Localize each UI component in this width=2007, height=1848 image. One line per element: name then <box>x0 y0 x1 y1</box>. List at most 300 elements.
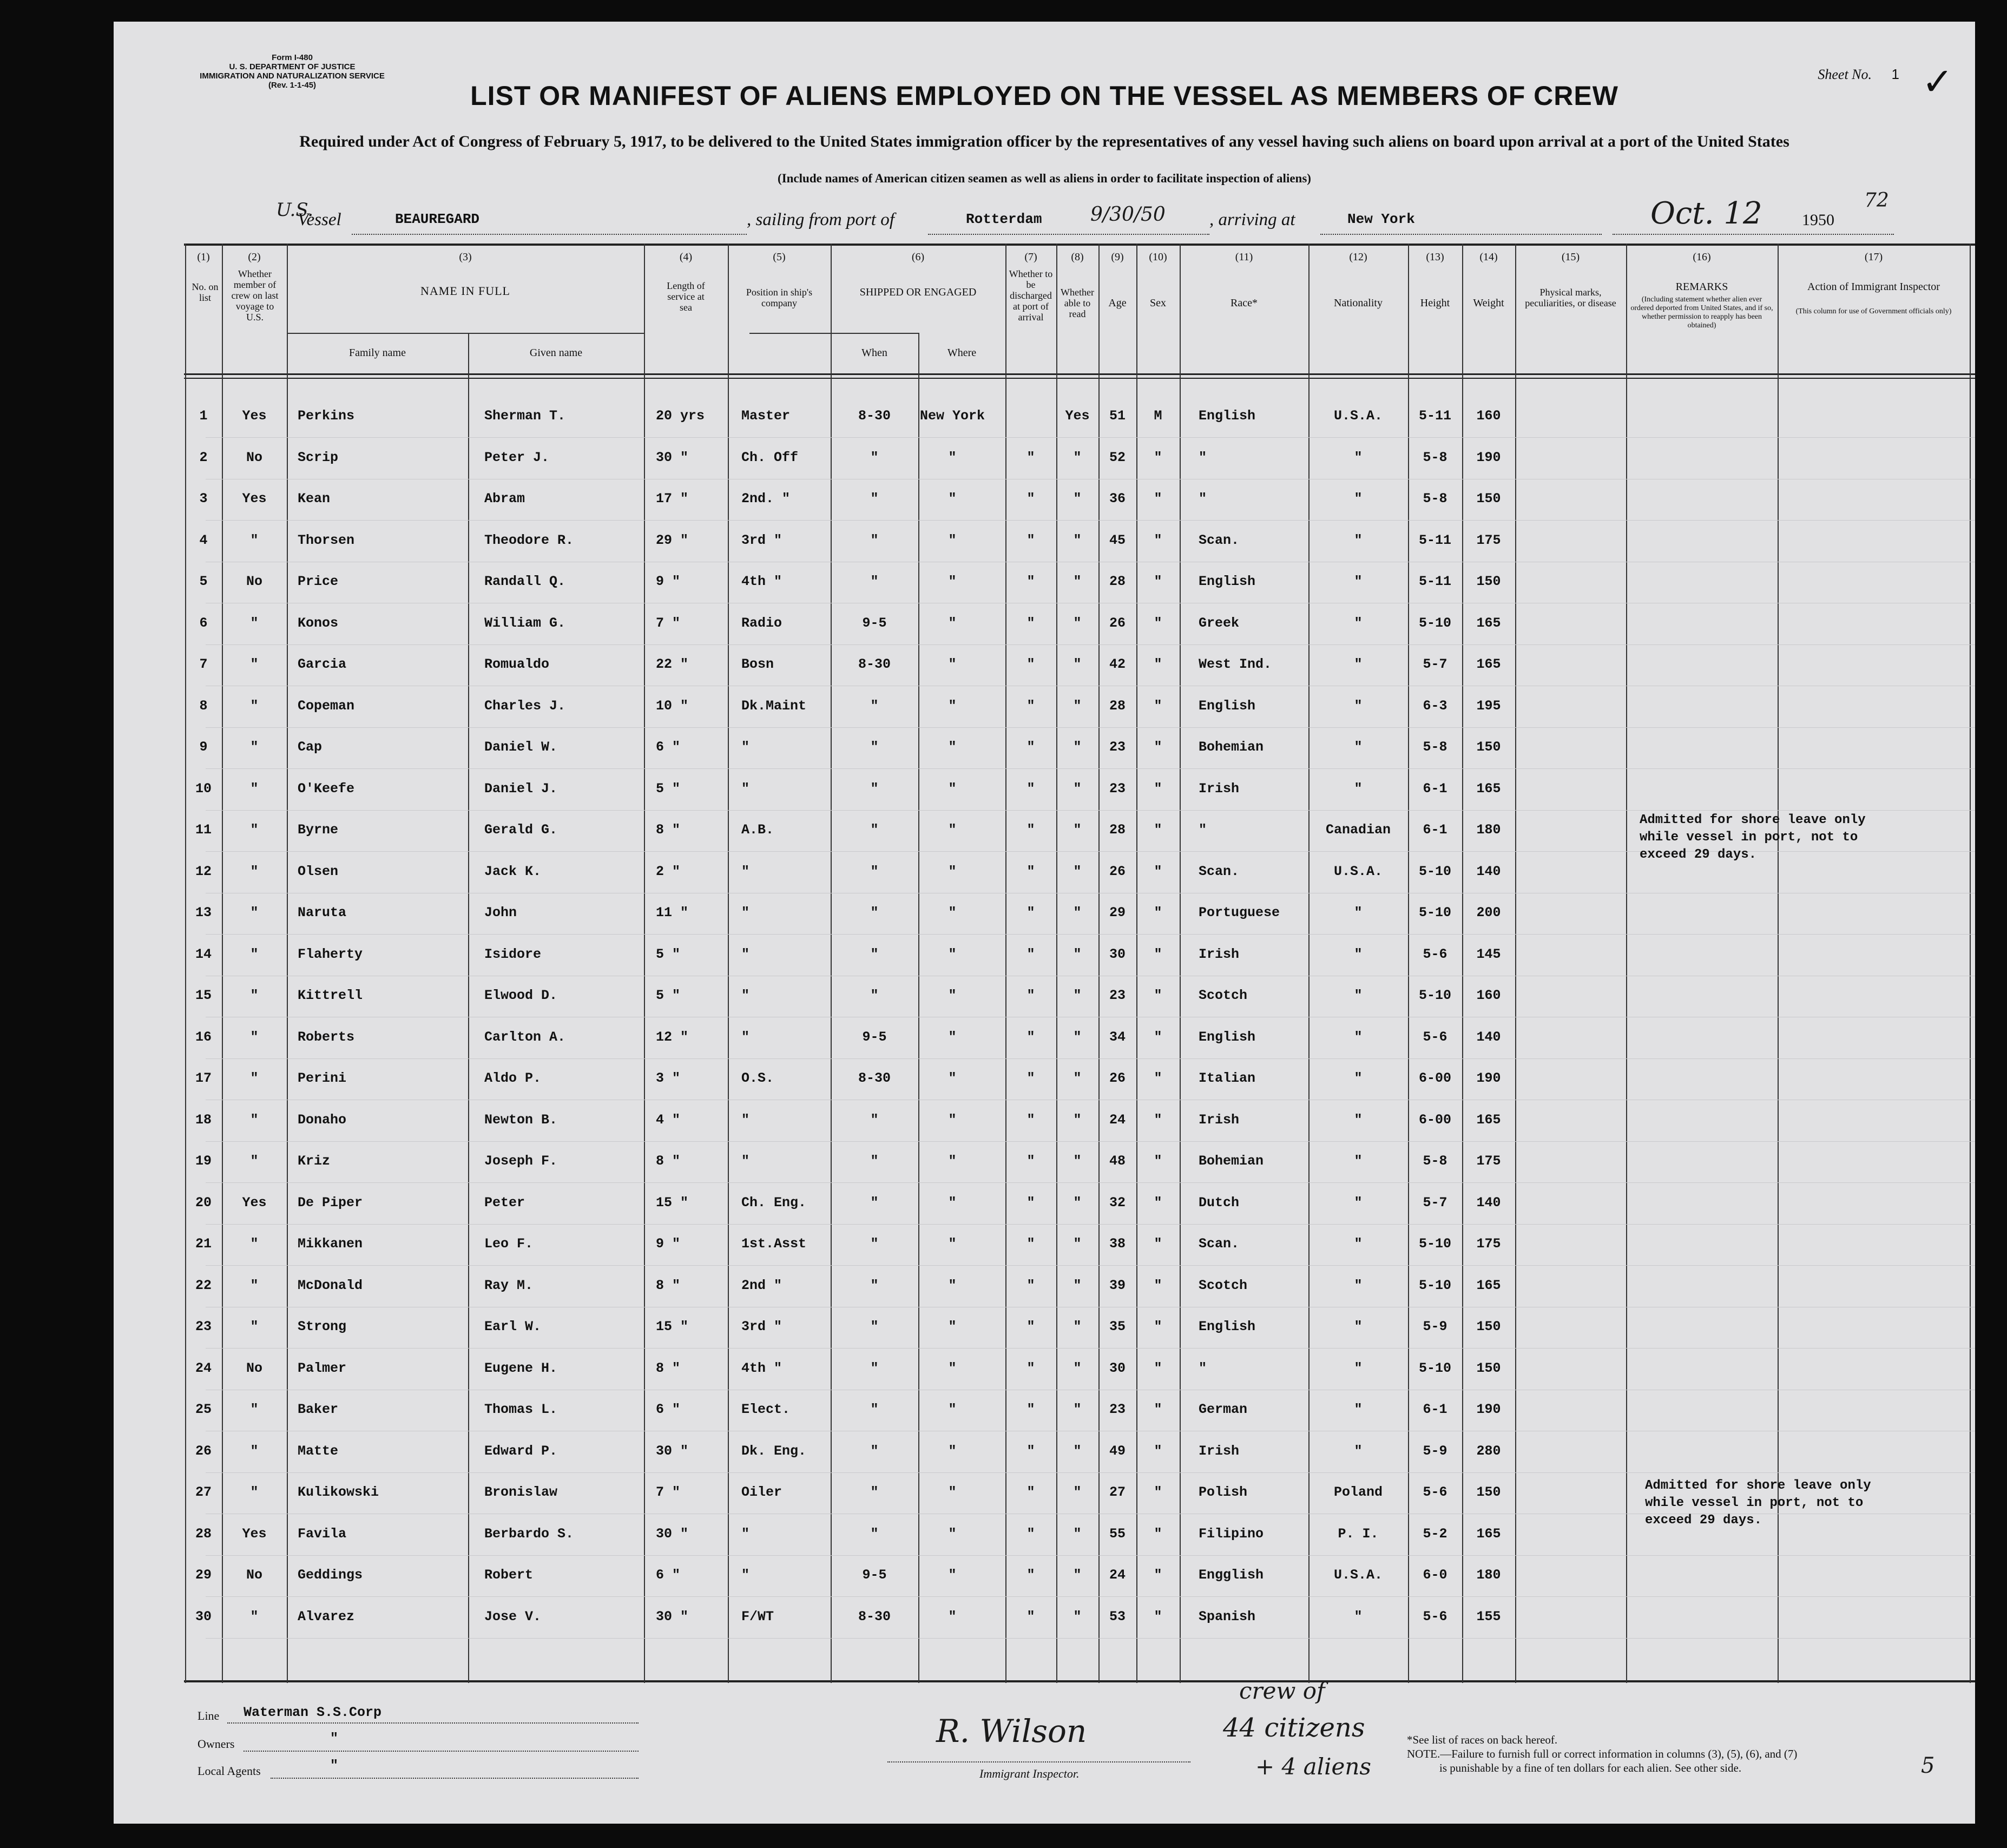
cell-no: 25 <box>195 1402 212 1417</box>
cell-sex: " <box>1154 1070 1162 1086</box>
inspector-label: Immigrant Inspector. <box>979 1767 1080 1780</box>
cell-no: 20 <box>195 1195 212 1211</box>
cell-position: " <box>741 739 750 755</box>
cell-no: 9 <box>199 739 208 755</box>
col-num-11: (11) <box>1235 251 1253 263</box>
cell-read: " <box>1073 1609 1082 1625</box>
cell-family: Konos <box>298 615 339 631</box>
inspector-signature: R. Wilson <box>936 1713 1087 1750</box>
cell-last: " <box>250 1319 259 1334</box>
cell-height: 5-7 <box>1423 1195 1447 1211</box>
cell-when: " <box>870 1153 879 1169</box>
cell-given: Elwood D. <box>484 988 558 1003</box>
cell-weight: 190 <box>1476 450 1501 465</box>
cell-where: " <box>948 1153 957 1169</box>
cell-race: Irish <box>1199 781 1240 797</box>
cell-age: 26 <box>1109 615 1126 631</box>
cell-weight: 145 <box>1476 946 1501 962</box>
cell-sex: " <box>1154 1484 1162 1500</box>
service-name: IMMIGRATION AND NATURALIZATION SERVICE <box>200 71 385 81</box>
col-num-17: (17) <box>1864 251 1883 263</box>
cell-race: " <box>1199 450 1207 465</box>
cell-age: 29 <box>1109 905 1126 920</box>
cell-position: Dk.Maint <box>741 698 807 714</box>
cell-height: 6-1 <box>1423 781 1447 797</box>
cell-read: Yes <box>1065 408 1090 424</box>
cell-age: 27 <box>1109 1484 1126 1500</box>
cell-position: " <box>741 1526 750 1542</box>
cell-nat: " <box>1354 1195 1363 1211</box>
cell-service: 5 " <box>656 988 681 1003</box>
cell-last: " <box>250 1070 259 1086</box>
cell-weight: 150 <box>1476 1484 1501 1500</box>
cell-service: 15 " <box>656 1195 689 1211</box>
cell-last: " <box>250 1609 259 1625</box>
cell-age: 36 <box>1109 491 1126 507</box>
cell-race: Portuguese <box>1199 905 1280 920</box>
cell-last: " <box>250 1112 259 1128</box>
cell-where: " <box>948 1195 957 1211</box>
header-shipped-engaged: SHIPPED OR ENGAGED <box>859 286 977 298</box>
cell-family: Garcia <box>298 656 347 672</box>
cell-age: 45 <box>1109 532 1126 548</box>
cell-sex: " <box>1154 1236 1162 1252</box>
cell-read: " <box>1073 1484 1082 1500</box>
cell-sex: " <box>1154 946 1162 962</box>
footnote-note: NOTE.—Failure to furnish full or correct information in columns (3), (5), (6), and (7) <box>1407 1747 1798 1760</box>
cell-height: 5-10 <box>1418 1236 1451 1252</box>
cell-nat: " <box>1354 698 1363 714</box>
cell-height: 6-00 <box>1418 1112 1451 1128</box>
cell-position: Radio <box>741 615 782 631</box>
cell-position: F/WT <box>741 1609 774 1625</box>
cell-nat: " <box>1354 946 1363 962</box>
cell-age: 28 <box>1109 822 1126 838</box>
row-rule <box>206 1596 1975 1597</box>
cell-family: Kean <box>298 491 331 507</box>
cell-given: Daniel W. <box>484 739 558 755</box>
cell-age: 23 <box>1109 988 1126 1003</box>
cell-no: 4 <box>199 532 208 548</box>
cell-disch: " <box>1026 1029 1035 1045</box>
cell-race: English <box>1199 574 1256 589</box>
cell-service: 9 " <box>656 574 681 589</box>
cell-last: " <box>250 905 259 920</box>
cell-given: Sherman T. <box>484 408 566 424</box>
cell-sex: " <box>1154 1567 1162 1583</box>
cell-no: 12 <box>195 864 212 879</box>
cell-weight: 140 <box>1476 1195 1501 1211</box>
cell-family: Cap <box>298 739 323 755</box>
row-rule <box>206 520 1975 521</box>
cell-disch: " <box>1026 1112 1035 1128</box>
cell-sex: " <box>1154 574 1162 589</box>
col-num-14: (14) <box>1479 251 1498 263</box>
cell-read: " <box>1073 1278 1082 1293</box>
cell-where: " <box>948 698 957 714</box>
cell-read: " <box>1073 822 1082 838</box>
cell-given: Jose V. <box>484 1609 542 1625</box>
header-nationality: Nationality <box>1334 297 1383 309</box>
cell-no: 7 <box>199 656 208 672</box>
cell-race: Bohemian <box>1199 1153 1264 1169</box>
inspector-dotline <box>887 1761 1190 1762</box>
cell-sex: " <box>1154 1029 1162 1045</box>
cell-read: " <box>1073 1112 1082 1128</box>
cell-when: " <box>870 1443 879 1459</box>
cell-given: Earl W. <box>484 1319 542 1334</box>
cell-service: 22 " <box>656 656 689 672</box>
cell-where: " <box>948 1319 957 1334</box>
cell-position: 4th " <box>741 574 782 589</box>
header-able-to-read: Whether able to read <box>1061 287 1094 319</box>
remark-2-line-1: Admitted for shore leave only <box>1645 1478 1871 1493</box>
cell-height: 5-10 <box>1418 905 1451 920</box>
cell-read: " <box>1073 574 1082 589</box>
line-value: Waterman S.S.Corp <box>244 1705 382 1720</box>
cell-height: 6-0 <box>1423 1567 1447 1583</box>
cell-no: 8 <box>199 698 208 714</box>
col-line <box>644 244 645 1683</box>
cell-no: 22 <box>195 1278 212 1293</box>
cell-race: English <box>1199 408 1256 424</box>
cell-weight: 165 <box>1476 1278 1501 1293</box>
cell-last: " <box>250 781 259 797</box>
cell-race: Greek <box>1199 615 1240 631</box>
cell-weight: 175 <box>1476 1153 1501 1169</box>
cell-no: 26 <box>195 1443 212 1459</box>
cell-nat: " <box>1354 656 1363 672</box>
cell-height: 5-6 <box>1423 1484 1447 1500</box>
cell-nat: " <box>1354 1236 1363 1252</box>
cell-given: Peter <box>484 1195 525 1211</box>
cell-weight: 175 <box>1476 532 1501 548</box>
cell-race: English <box>1199 1319 1256 1334</box>
cell-read: " <box>1073 988 1082 1003</box>
cell-service: 17 " <box>656 491 689 507</box>
cell-age: 51 <box>1109 408 1126 424</box>
cell-when: " <box>870 739 879 755</box>
cell-where: " <box>948 491 957 507</box>
col-num-16: (16) <box>1693 251 1711 263</box>
cell-no: 10 <box>195 781 212 797</box>
cell-no: 5 <box>199 574 208 589</box>
cell-sex: " <box>1154 739 1162 755</box>
cell-service: 30 " <box>656 1526 689 1542</box>
cell-nat: " <box>1354 491 1363 507</box>
cell-no: 13 <box>195 905 212 920</box>
cell-position: A.B. <box>741 822 774 838</box>
cell-nat: " <box>1354 1070 1363 1086</box>
cell-nat: " <box>1354 1153 1363 1169</box>
cell-given: Theodore R. <box>484 532 574 548</box>
cell-race: Polish <box>1199 1484 1248 1500</box>
cell-sex: " <box>1154 450 1162 465</box>
cell-family: Roberts <box>298 1029 355 1045</box>
cell-family: Scrip <box>298 450 339 465</box>
cell-height: 5-11 <box>1418 532 1451 548</box>
row-rule <box>206 727 1975 728</box>
cell-race: Spanish <box>1199 1609 1256 1625</box>
cell-service: 6 " <box>656 739 681 755</box>
remark-shore-leave-1 <box>1640 812 1866 864</box>
cell-no: 28 <box>195 1526 212 1542</box>
cell-given: Edward P. <box>484 1443 558 1459</box>
cell-given: Jack K. <box>484 864 542 879</box>
cell-nat: " <box>1354 781 1363 797</box>
cell-read: " <box>1073 615 1082 631</box>
cell-where: New York <box>919 408 985 424</box>
sheet-number-label: Sheet No. <box>1818 67 1872 82</box>
header-last-voyage: Whether member of crew on last voyage to U.S. <box>231 268 279 323</box>
cell-read: " <box>1073 1360 1082 1376</box>
cell-last: " <box>250 822 259 838</box>
department-name: U. S. DEPARTMENT OF JUSTICE <box>229 62 356 71</box>
owners-dotline <box>244 1751 639 1752</box>
header-weight: Weight <box>1473 297 1504 309</box>
cell-disch: " <box>1026 698 1035 714</box>
cell-sex: " <box>1154 1112 1162 1128</box>
cell-position: " <box>741 1567 750 1583</box>
cell-sex: " <box>1154 1360 1162 1376</box>
cell-family: Alvarez <box>298 1609 355 1625</box>
cell-nat: Canadian <box>1325 822 1391 838</box>
header-inspector-action: Action of Immigrant Inspector <box>1807 281 1940 293</box>
port-dotline <box>928 234 1209 235</box>
cell-race: Engglish <box>1199 1567 1264 1583</box>
shipped-subheader-line <box>749 333 918 334</box>
cell-service: 8 " <box>656 822 681 838</box>
cell-nat: " <box>1354 739 1363 755</box>
cell-no: 14 <box>195 946 212 962</box>
cell-nat: " <box>1354 1029 1363 1045</box>
cell-weight: 150 <box>1476 491 1501 507</box>
cell-disch: " <box>1026 1070 1035 1086</box>
manifest-sheet <box>114 22 1975 1824</box>
cell-height: 5-8 <box>1423 1153 1447 1169</box>
cell-no: 30 <box>195 1609 212 1625</box>
cell-family: Palmer <box>298 1360 347 1376</box>
vessel-label: Vessel <box>298 210 341 229</box>
row-rule <box>206 1224 1975 1225</box>
form-number: Form I-480 <box>272 53 313 62</box>
row-rule <box>206 1472 1975 1473</box>
cell-read: " <box>1073 1195 1082 1211</box>
cell-age: 38 <box>1109 1236 1126 1252</box>
col-num-4: (4) <box>679 251 693 263</box>
cell-weight: 160 <box>1476 988 1501 1003</box>
cell-weight: 180 <box>1476 822 1501 838</box>
cell-disch: " <box>1026 1484 1035 1500</box>
cell-last: " <box>250 946 259 962</box>
cell-position: 4th " <box>741 1360 782 1376</box>
table-bottom-line <box>184 1680 1975 1682</box>
cell-given: Peter J. <box>484 450 550 465</box>
cell-family: Olsen <box>298 864 339 879</box>
row-rule <box>206 1058 1975 1059</box>
cell-given: Berbardo S. <box>484 1526 574 1542</box>
cell-last: " <box>250 1153 259 1169</box>
cell-height: 6-1 <box>1423 1402 1447 1417</box>
cell-service: 8 " <box>656 1153 681 1169</box>
cell-age: 34 <box>1109 1029 1126 1045</box>
cell-disch: " <box>1026 1278 1035 1293</box>
cell-when: " <box>870 864 879 879</box>
cell-height: 5-10 <box>1418 864 1451 879</box>
cell-service: 6 " <box>656 1402 681 1417</box>
cell-family: Flaherty <box>298 946 363 962</box>
cell-when: " <box>870 532 879 548</box>
cell-where: " <box>948 1278 957 1293</box>
vessel-line <box>114 189 1975 238</box>
cell-position: Ch. Off <box>741 450 799 465</box>
cell-disch: " <box>1026 615 1035 631</box>
col-num-9: (9) <box>1111 251 1124 263</box>
page-instruction: (Include names of American citizen seamen as well as aliens in order to facilitate inspection of aliens) <box>778 172 1311 185</box>
cell-sex: " <box>1154 1278 1162 1293</box>
cell-nat: P. I. <box>1338 1526 1379 1542</box>
cell-given: Romualdo <box>484 656 550 672</box>
cell-where: " <box>948 1526 957 1542</box>
cell-no: 17 <box>195 1070 212 1086</box>
cell-height: 5-2 <box>1423 1526 1447 1542</box>
cell-last: " <box>250 1236 259 1252</box>
cell-family: Kulikowski <box>298 1484 379 1500</box>
cell-when: " <box>870 450 879 465</box>
vessel-prefix: U.S. <box>276 199 314 221</box>
cell-sex: " <box>1154 1526 1162 1542</box>
cell-height: 5-10 <box>1418 988 1451 1003</box>
cell-where: " <box>948 1609 957 1625</box>
cell-disch: " <box>1026 1443 1035 1459</box>
cell-service: 30 " <box>656 1609 689 1625</box>
cell-service: 8 " <box>656 1278 681 1293</box>
cell-family: Matte <box>298 1443 339 1459</box>
cell-given: Gerald G. <box>484 822 558 838</box>
cell-nat: U.S.A. <box>1333 408 1383 424</box>
cell-nat: " <box>1354 1443 1363 1459</box>
cell-nat: " <box>1354 450 1363 465</box>
cell-read: " <box>1073 532 1082 548</box>
cell-service: 15 " <box>656 1319 689 1334</box>
col-line <box>1970 244 1971 1683</box>
row-rule <box>206 810 1975 811</box>
cell-sex: " <box>1154 1153 1162 1169</box>
cell-disch: " <box>1026 1567 1035 1583</box>
cell-weight: 200 <box>1476 905 1501 920</box>
agents-label: Local Agents <box>198 1764 261 1778</box>
cell-where: " <box>948 864 957 879</box>
cell-position: " <box>741 1029 750 1045</box>
cell-disch: " <box>1026 532 1035 548</box>
cell-weight: 140 <box>1476 1029 1501 1045</box>
cell-no: 24 <box>195 1360 212 1376</box>
cell-position: " <box>741 1153 750 1169</box>
cell-no: 1 <box>199 408 208 424</box>
cell-nat: " <box>1354 1360 1363 1376</box>
cell-position: 3rd " <box>741 532 782 548</box>
col-num-3: (3) <box>459 251 472 263</box>
cell-read: " <box>1073 1319 1082 1334</box>
cell-read: " <box>1073 1443 1082 1459</box>
cell-no: 6 <box>199 615 208 631</box>
cell-age: 26 <box>1109 1070 1126 1086</box>
cell-where: " <box>948 1029 957 1045</box>
cell-last: No <box>246 450 262 465</box>
cell-given: Joseph F. <box>484 1153 558 1169</box>
cell-where: " <box>948 905 957 920</box>
cell-age: 52 <box>1109 450 1126 465</box>
cell-service: 5 " <box>656 781 681 797</box>
cell-age: 39 <box>1109 1278 1126 1293</box>
cell-service: 30 " <box>656 450 689 465</box>
cell-service: 11 " <box>656 905 689 920</box>
cell-family: Kittrell <box>298 988 363 1003</box>
cell-sex: " <box>1154 781 1162 797</box>
cell-height: 5-11 <box>1418 574 1451 589</box>
cell-sex: M <box>1154 408 1162 424</box>
cell-given: William G. <box>484 615 566 631</box>
cell-family: De Piper <box>298 1195 363 1211</box>
cell-service: 4 " <box>656 1112 681 1128</box>
row-rule <box>206 1265 1975 1266</box>
cell-where: " <box>948 615 957 631</box>
cell-given: Leo F. <box>484 1236 534 1252</box>
cell-nat: " <box>1354 1278 1363 1293</box>
cell-position: O.S. <box>741 1070 774 1086</box>
cell-sex: " <box>1154 656 1162 672</box>
cell-race: English <box>1199 698 1256 714</box>
cell-race: Italian <box>1199 1070 1256 1086</box>
cell-no: 2 <box>199 450 208 465</box>
cell-age: 28 <box>1109 574 1126 589</box>
cell-position: Oiler <box>741 1484 782 1500</box>
cell-race: West Ind. <box>1199 656 1272 672</box>
header-remarks: REMARKS <box>1675 281 1728 293</box>
cell-height: 6-00 <box>1418 1070 1451 1086</box>
table-top-line <box>184 244 1975 246</box>
cell-read: " <box>1073 698 1082 714</box>
cell-family: Price <box>298 574 339 589</box>
remark-2-line-2: while vessel in port, not to <box>1645 1496 1864 1510</box>
arriving-label: , arriving at <box>1209 210 1295 229</box>
cell-read: " <box>1073 1567 1082 1583</box>
cell-position: " <box>741 781 750 797</box>
cell-weight: 165 <box>1476 656 1501 672</box>
cell-disch: " <box>1026 1526 1035 1542</box>
cell-when: 9-5 <box>862 1029 887 1045</box>
cell-position: Dk. Eng. <box>741 1443 807 1459</box>
cell-weight: 190 <box>1476 1402 1501 1417</box>
remark-shore-leave-2 <box>1645 1477 1871 1529</box>
cell-last: " <box>250 864 259 879</box>
cell-given: Abram <box>484 491 525 507</box>
cell-when: " <box>870 1526 879 1542</box>
cell-weight: 165 <box>1476 615 1501 631</box>
cell-disch: " <box>1026 1609 1035 1625</box>
cell-read: " <box>1073 1402 1082 1417</box>
cell-age: 24 <box>1109 1567 1126 1583</box>
header-no-on-list: No. on list <box>192 281 219 303</box>
cell-no: 3 <box>199 491 208 507</box>
cell-service: 7 " <box>656 1484 681 1500</box>
header-height: Height <box>1420 297 1450 309</box>
col-num-8: (8) <box>1071 251 1084 263</box>
cell-age: 23 <box>1109 781 1126 797</box>
cell-given: Carlton A. <box>484 1029 566 1045</box>
cell-height: 5-9 <box>1423 1443 1447 1459</box>
cell-last: " <box>250 1278 259 1293</box>
